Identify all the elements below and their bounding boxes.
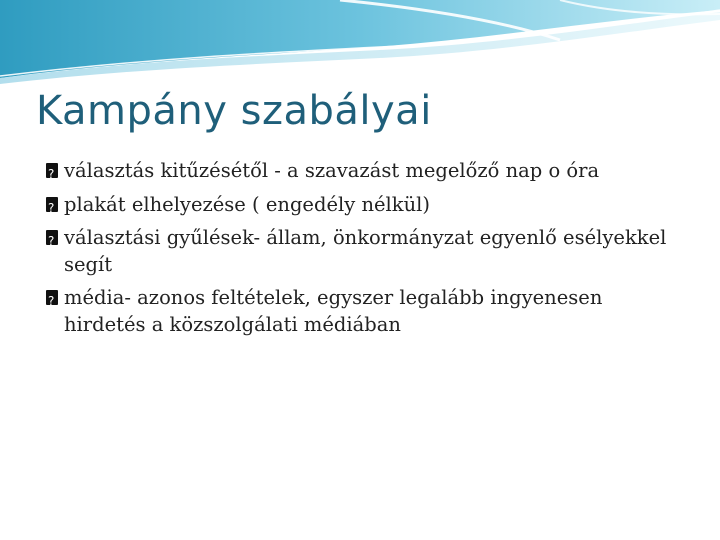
bullet-text: média- azonos feltételek, egyszer legalább ingyenesen hirdetés a közszolgálati médiában	[64, 286, 603, 336]
bullet-icon	[46, 197, 58, 212]
slide-title: Kampány szabályai	[36, 88, 432, 134]
bullet-text: választás kitűzésétől - a szavazást megelőző nap o óra	[64, 159, 600, 182]
bullet-text: választási gyűlések- állam, önkormányzat egyenlő esélyekkel segít	[64, 226, 667, 276]
bullet-text: plakát elhelyezése ( engedély nélkül)	[64, 192, 431, 216]
bullet-list	[46, 158, 686, 345]
bullet-item	[46, 285, 686, 338]
bullet-icon	[46, 163, 58, 178]
bullet-item	[46, 225, 686, 278]
header-wave-decoration	[0, 0, 720, 90]
bullet-item	[46, 158, 686, 185]
bullet-item	[46, 192, 686, 219]
bullet-icon	[46, 230, 58, 245]
bullet-icon	[46, 290, 58, 305]
